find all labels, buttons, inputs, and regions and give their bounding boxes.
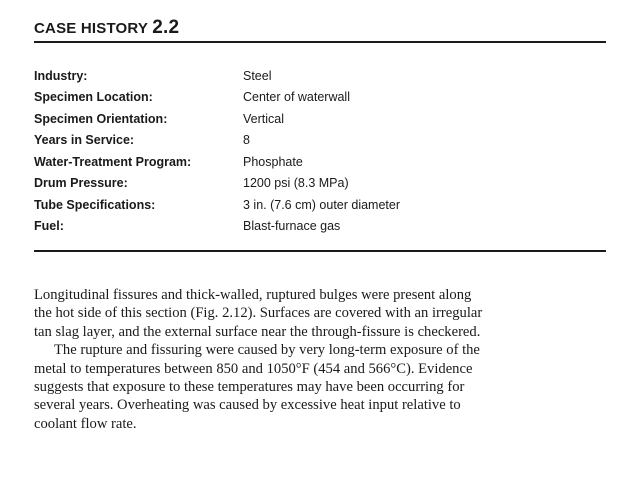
spec-label: Specimen Orientation: bbox=[34, 111, 168, 126]
spec-label: Drum Pressure: bbox=[34, 176, 128, 191]
body-line: Longitudinal fissures and thick-walled, ruptured bulges were present along bbox=[34, 287, 472, 303]
spec-row-tube-specifications bbox=[34, 194, 606, 216]
spec-label: Fuel: bbox=[34, 219, 64, 234]
body-line: metal to temperatures between 850 and 1050°F (454 and 566°C). Evidence bbox=[34, 360, 473, 377]
spec-value: Blast-furnace gas bbox=[243, 219, 341, 234]
title-rule bbox=[34, 41, 606, 43]
spec-row-fuel bbox=[34, 216, 606, 238]
body-paragraph-1 bbox=[34, 286, 606, 341]
spec-label: Industry: bbox=[34, 68, 88, 83]
spec-value: Center of waterwall bbox=[243, 90, 350, 105]
case-history-body bbox=[34, 286, 606, 433]
spec-label: Water-Treatment Program: bbox=[34, 154, 192, 169]
table-bottom-rule bbox=[34, 250, 606, 252]
body-line: tan slag layer, and the external surface near the through-fissure is checkered. bbox=[34, 323, 481, 340]
spec-label: Specimen Location: bbox=[34, 90, 153, 105]
spec-row-industry bbox=[34, 65, 606, 87]
case-history-title bbox=[34, 18, 606, 40]
spec-value: Vertical bbox=[243, 111, 284, 126]
spec-row-years-in-service bbox=[34, 130, 606, 152]
body-line: several years. Overheating was caused by excessive heat input relative to bbox=[34, 397, 461, 414]
spec-value: 1200 psi (8.3 MPa) bbox=[243, 176, 349, 191]
spec-row-drum-pressure bbox=[34, 173, 606, 195]
body-line: suggests that exposure to these temperatures may have been occurring for bbox=[34, 379, 465, 396]
case-history-title-number: 2.2 bbox=[152, 17, 180, 38]
body-paragraph-2 bbox=[34, 341, 606, 433]
body-line: The rupture and fissuring were caused by very long-term exposure of the bbox=[54, 342, 480, 359]
body-line: coolant flow rate. bbox=[34, 415, 137, 432]
spec-value: Steel bbox=[243, 68, 272, 83]
spec-row-specimen-location bbox=[34, 87, 606, 109]
case-history-title-prefix: CASE HISTORY bbox=[34, 20, 148, 37]
spec-value: 8 bbox=[243, 133, 250, 148]
spec-row-water-treatment bbox=[34, 151, 606, 173]
specification-table bbox=[34, 65, 606, 237]
spec-value: Phosphate bbox=[243, 154, 303, 169]
spec-label: Years in Service: bbox=[34, 133, 135, 148]
spec-label: Tube Specifications: bbox=[34, 197, 156, 212]
spec-row-specimen-orientation bbox=[34, 108, 606, 130]
spec-value: 3 in. (7.6 cm) outer diameter bbox=[243, 197, 401, 212]
body-line: the hot side of this section (Fig. 2.12). Surfaces are covered with an irregular bbox=[34, 305, 483, 322]
case-history-page bbox=[34, 18, 606, 433]
